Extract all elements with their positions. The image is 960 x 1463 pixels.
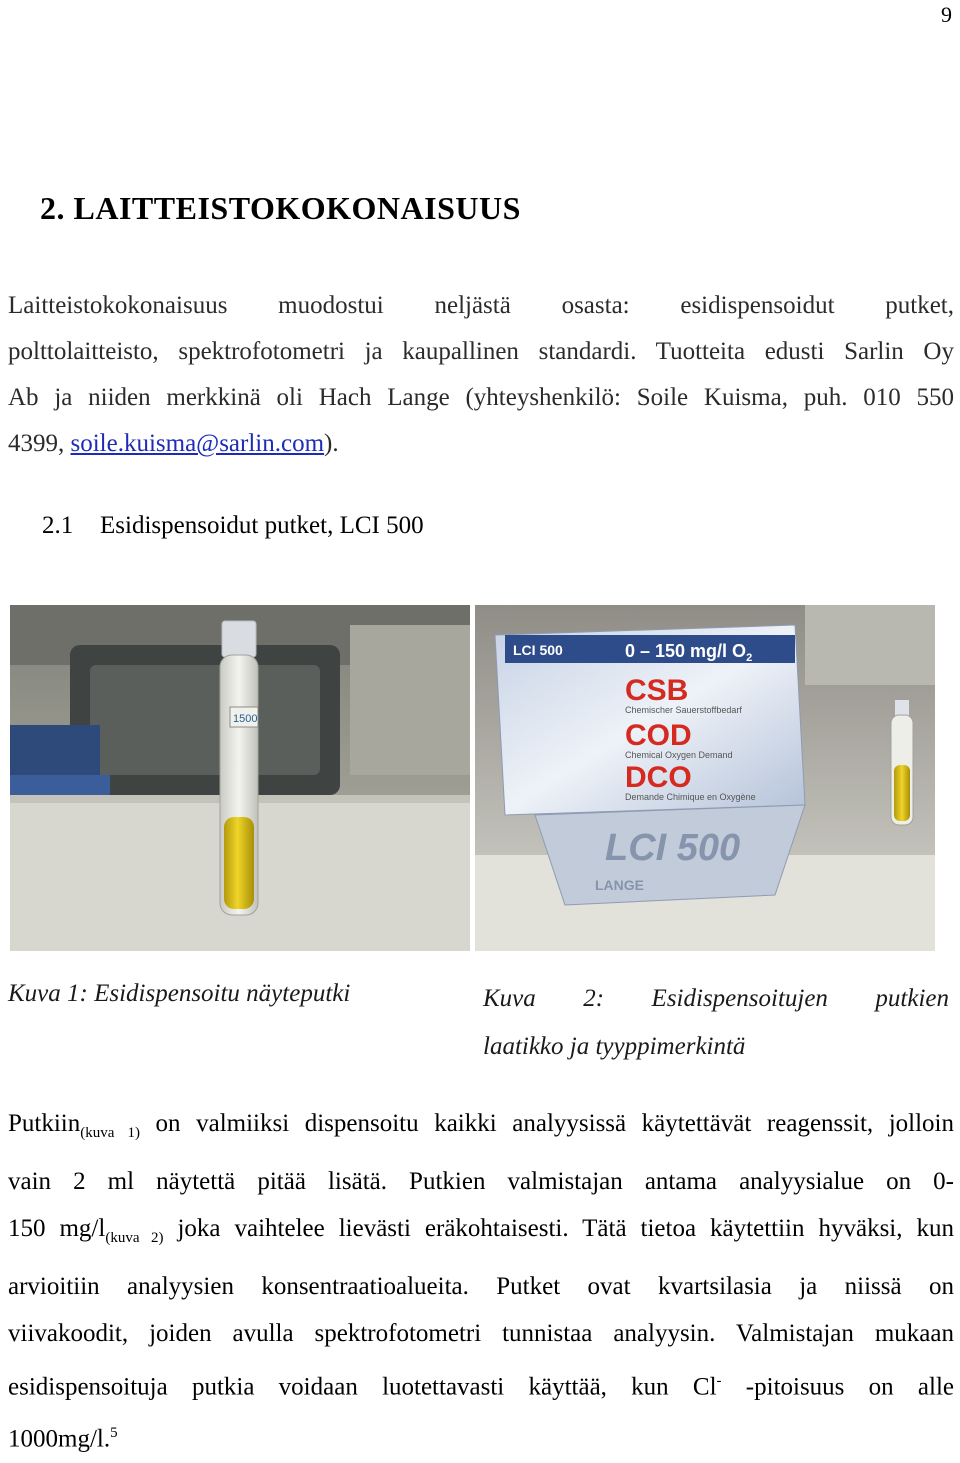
body-line-2: vain 2 ml näytettä pitää lisätä. Putkien valmistajan antama analyysialue on 0-: [8, 1167, 954, 1195]
box-range: 0 – 150 mg/l O: [625, 641, 747, 661]
intro-line-4-pre: 4399,: [8, 430, 71, 457]
caption-figure-2-line-1: Kuva 2: Esidispensoitujen putkien: [483, 985, 949, 1012]
body-line-1-a: Putkiin: [8, 1110, 81, 1137]
intro-paragraph: [8, 283, 954, 467]
intro-line-2: polttolaitteisto, spektrofotometri ja kaupallinen standardi. Tuotteita edusti Sarlin Oy: [8, 338, 954, 365]
box-cod-desc: Chemical Oxygen Demand: [625, 750, 733, 760]
box-model-big: LCI 500: [605, 827, 741, 869]
page-number: 9: [941, 2, 952, 27]
tube-label: 1500: [233, 713, 258, 725]
body-line-1-sub: (kuva 1): [80, 1125, 140, 1141]
box-model-top: LCI 500: [513, 642, 563, 658]
figure-1-photo: [10, 605, 470, 951]
caption-figure-1: Kuva 1: Esidispensoitu näyteputki: [8, 980, 351, 1007]
body-line-6-sup: -: [716, 1372, 722, 1389]
box-csb-desc: Chemischer Sauerstoffbedarf: [625, 705, 742, 715]
body-line-5: viivakoodit, joiden avulla spektrofotometri tunnistaa analyysin. Valmistajan mukaan: [8, 1320, 954, 1347]
body-line-7: [8, 1410, 954, 1463]
body-line-7-a: 1000mg/l.: [8, 1425, 111, 1453]
subsection-title: Esidispensoidut putket, LCI 500: [100, 512, 424, 539]
body-line-6: [8, 1358, 954, 1411]
svg-text:0 – 150 mg/l O2: [625, 641, 752, 664]
intro-line-3: Ab ja niiden merkkinä oli Hach Lange (yhteyshenkilö: Soile Kuisma, puh. 010 550: [8, 384, 954, 411]
box-range-sub: 2: [746, 652, 753, 664]
intro-line-4: [8, 421, 954, 467]
box-brand: LANGE: [595, 877, 644, 893]
figure-2-photo: [475, 605, 935, 951]
body-line-1: [8, 1100, 954, 1158]
subsection-number: 2.1: [42, 512, 74, 539]
body-line-4: arvioitiin analyysien konsentraatioalueita. Putket ovat kvartsilasia ja niissä on: [8, 1272, 954, 1300]
body-line-6-a: esidispensoituja putkia voidaan luotettavasti käyttää, kun Cl: [8, 1372, 717, 1400]
body-line-1-b: on valmiiksi dispensoitu kaikki analyysissä käytettävät reagenssit, jolloin: [139, 1110, 954, 1137]
email-link[interactable]: soile.kuisma@sarlin.com: [70, 430, 325, 457]
section-heading: 2. LAITTEISTOKOKONAISUUS: [40, 190, 521, 226]
body-paragraph: [8, 1100, 954, 1463]
body-line-3: [8, 1205, 954, 1263]
subsection-heading: [42, 512, 424, 540]
box-dco: DCO: [625, 761, 692, 794]
body-line-7-sup: 5: [110, 1425, 118, 1442]
box-cod: COD: [625, 719, 692, 752]
body-line-3-b: joka vaihtelee lievästi eräkohtaisesti. Tätä tietoa käytettiin hyväksi, kun: [163, 1215, 954, 1242]
box-csb: CSB: [625, 674, 689, 707]
caption-figure-2: [483, 975, 949, 1071]
intro-line-4-post: ).: [324, 430, 339, 457]
box-dco-desc: Demande Chimique en Oxygène: [625, 792, 756, 802]
body-line-3-a: 150 mg/l: [8, 1215, 106, 1242]
body-line-6-b: -pitoisuus on alle: [721, 1372, 954, 1400]
intro-line-1: Laitteistokokonaisuus muodostui neljästä osasta: esidispensoidut putket,: [8, 292, 954, 319]
body-line-3-sub: (kuva 2): [105, 1230, 164, 1246]
caption-figure-2-line-2: laatikko ja tyyppimerkintä: [483, 1033, 746, 1060]
